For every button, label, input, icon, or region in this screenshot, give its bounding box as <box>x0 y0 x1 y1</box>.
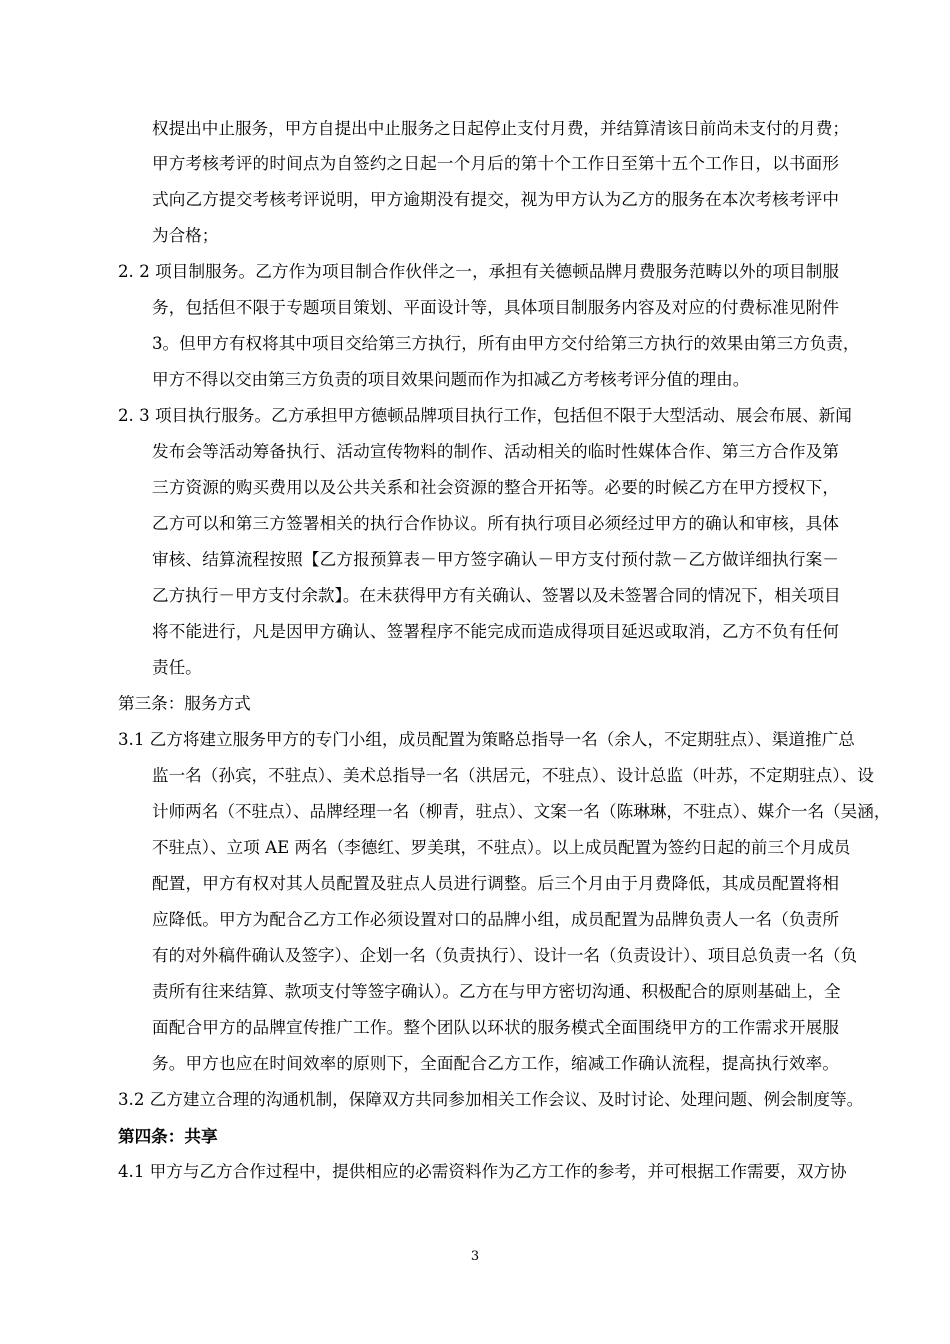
text-line: 监一名（孙宾，不驻点）、美术总指导一名（洪居元，不驻点）、设计总监（叶苏，不定期驻点）、设 <box>152 766 874 785</box>
text-line: 有的对外稿件确认及签字）、企划一名（负责执行）、设计一名（负责设计）、项目总负责一名（负 <box>152 946 858 965</box>
text-line: 权提出中止服务，甲方自提出中止服务之日起停止支付月费，并结算清该日前尚未支付的月费； <box>152 119 849 138</box>
text-line: 应降低。甲方为配合乙方工作必须设置对口的品牌小组，成员配置为品牌负责人一名（负责所 <box>152 910 839 929</box>
clause-2-3-first-line: 2. 3 项目执行服务。乙方承担甲方德顿品牌项目执行工作，包括但不限于大型活动、展会布展、新闻 <box>118 406 852 425</box>
text-line: 计师两名（不驻点）、品牌经理一名（柳青，驻点）、文案一名（陈琳琳，不驻点）、媒介一名（吴涵， <box>152 802 891 821</box>
text-line: 务。甲方也应在时间效率的原则下，全面配合乙方工作，缩减工作确认流程，提高执行效率。 <box>152 1054 839 1073</box>
text-line: 面配合甲方的品牌宣传推广工作。整个团队以环状的服务模式全面围绕甲方的工作需求开展服 <box>152 1018 839 1037</box>
text-line: 乙方可以和第三方签署相关的执行合作协议。所有执行项目必须经过甲方的确认和审核，具体 <box>152 514 839 533</box>
text-line: 配置，甲方有权对其人员配置及驻点人员进行调整。后三个月由于月费降低，其成员配置将相 <box>152 874 839 893</box>
page-number: 3 <box>470 1249 480 1264</box>
text-line: 审核、结算流程按照【乙方报预算表－甲方签字确认－甲方支付预付款－乙方做详细执行案－ <box>152 550 839 569</box>
text-line: 发布会等活动筹备执行、活动宣传物料的制作、活动相关的临时性媒体合作、第三方合作及第 <box>152 442 839 461</box>
text-line: 三方资源的购买费用以及公共关系和社会资源的整合开拓等。必要的时候乙方在甲方授权下， <box>152 478 839 497</box>
text-line: 不驻点）、立项 AE 两名（李德红、罗美琪，不驻点）。以上成员配置为签约日起的前三个月成员 <box>152 838 851 857</box>
text-line: 责任。 <box>152 658 202 677</box>
clause-3-1-first-line: 3.1 乙方将建立服务甲方的专门小组，成员配置为策略总指导一名（余人，不定期驻点）、渠道推广总 <box>118 730 855 749</box>
text-line: 责所有往来结算、款项支付等签字确认）。乙方在与甲方密切沟通、积极配合的原则基础上，全 <box>152 982 841 1001</box>
clause-4-1-first-line: 4.1 甲方与乙方合作过程中，提供相应的必需资料作为乙方工作的参考，并可根据工作需要，双方协 <box>118 1162 847 1181</box>
text-line: 3。但甲方有权将其中项目交给第三方执行，所有由甲方交付给第三方执行的效果由第三方负责， <box>152 334 860 353</box>
text-line: 务，包括但不限于专题项目策划、平面设计等，具体项目制服务内容及对应的付费标准见附件 <box>152 298 839 317</box>
clause-3-2-line: 3.2 乙方建立合理的沟通机制，保障双方共同参加相关工作会议、及时讨论、处理问题、例会制度等。 <box>118 1090 864 1109</box>
article-3-heading: 第三条：服务方式 <box>118 694 251 713</box>
text-line: 乙方执行－甲方支付余款】。在未获得甲方有关确认、签署以及未签署合同的情况下，相关项目 <box>152 586 841 605</box>
text-line: 甲方考核考评的时间点为自签约之日起一个月后的第十个工作日至第十五个工作日，以书面形 <box>152 154 839 173</box>
article-4-heading: 第四条：共享 <box>118 1126 218 1146</box>
text-line: 甲方不得以交由第三方负责的项目效果问题而作为扣减乙方考核考评分值的理由。 <box>152 370 750 389</box>
clause-2-2-first-line: 2. 2 项目制服务。乙方作为项目制合作伙伴之一，承担有关德顿品牌月费服务范畴以外的项目制服 <box>118 262 839 281</box>
text-line: 式向乙方提交考核考评说明，甲方逾期没有提交，视为甲方认为乙方的服务在本次考核考评中 <box>152 190 839 209</box>
text-line: 为合格； <box>152 226 219 245</box>
text-line: 将不能进行，凡是因甲方确认、签署程序不能完成而造成得项目延迟或取消，乙方不负有任何 <box>152 622 839 641</box>
